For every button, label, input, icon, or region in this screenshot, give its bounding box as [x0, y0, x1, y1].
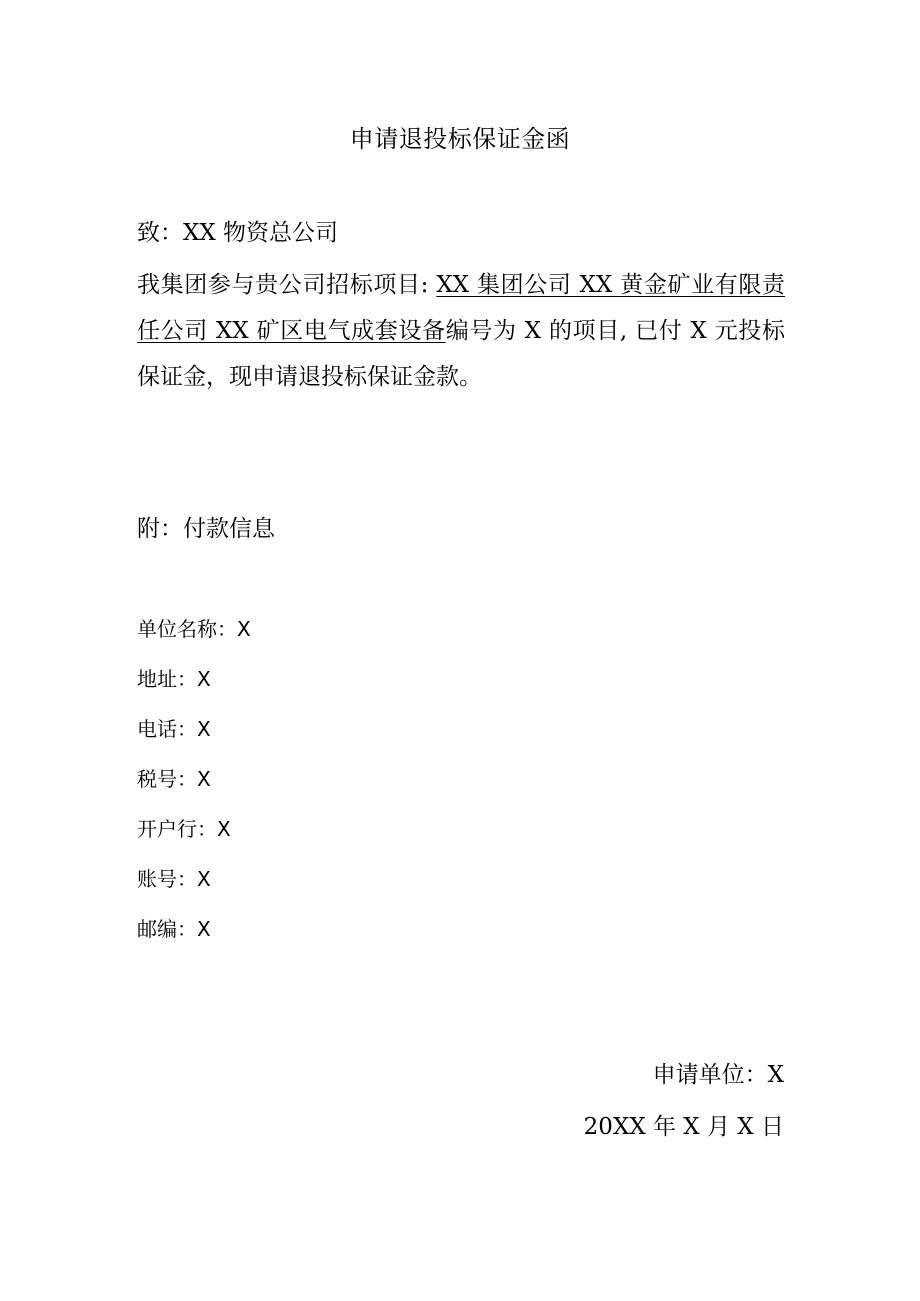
signature-date: 20XX 年 X 月 X 日	[583, 1114, 784, 1140]
info-value: X	[217, 817, 231, 841]
payment-info-list	[137, 612, 637, 962]
info-label: 电话：	[137, 717, 197, 741]
info-row-bank	[137, 812, 637, 862]
body-intro: 我集团参与贵公司招标项目:	[137, 272, 437, 298]
info-value: X	[197, 917, 211, 941]
project-name: XX 集团公司 XX 黄金矿业有限责任公司 XX 矿区电气成套设备	[137, 272, 785, 344]
body-paragraph	[137, 262, 785, 400]
info-value: X	[237, 617, 251, 641]
body-request: 编号为 X 的项目, 已付 X 元投标保证金，现申请退投标保证金款。	[137, 318, 785, 390]
applicant-value: X	[767, 1062, 784, 1088]
applicant-signature	[384, 1058, 784, 1092]
info-value: X	[197, 667, 211, 691]
document-title: 申请退投标保证金函	[349, 125, 571, 153]
info-row-postcode	[137, 912, 637, 962]
info-label: 开户行：	[137, 817, 217, 841]
info-label: 税号：	[137, 767, 197, 791]
attachment-heading: 附：付款信息	[137, 516, 275, 542]
info-label: 单位名称：	[137, 617, 237, 641]
info-value: X	[197, 717, 211, 741]
info-label: 账号：	[137, 867, 197, 891]
info-value: X	[197, 867, 211, 891]
info-label: 邮编：	[137, 917, 197, 941]
info-row-tax-id	[137, 762, 637, 812]
info-row-address	[137, 662, 637, 712]
info-label: 地址：	[137, 667, 197, 691]
info-row-unit-name	[137, 612, 637, 662]
salutation: 致：XX 物资总公司	[137, 220, 339, 246]
applicant-label: 申请单位：	[652, 1062, 768, 1088]
info-row-phone	[137, 712, 637, 762]
info-row-account	[137, 862, 637, 912]
info-value: X	[197, 767, 211, 791]
